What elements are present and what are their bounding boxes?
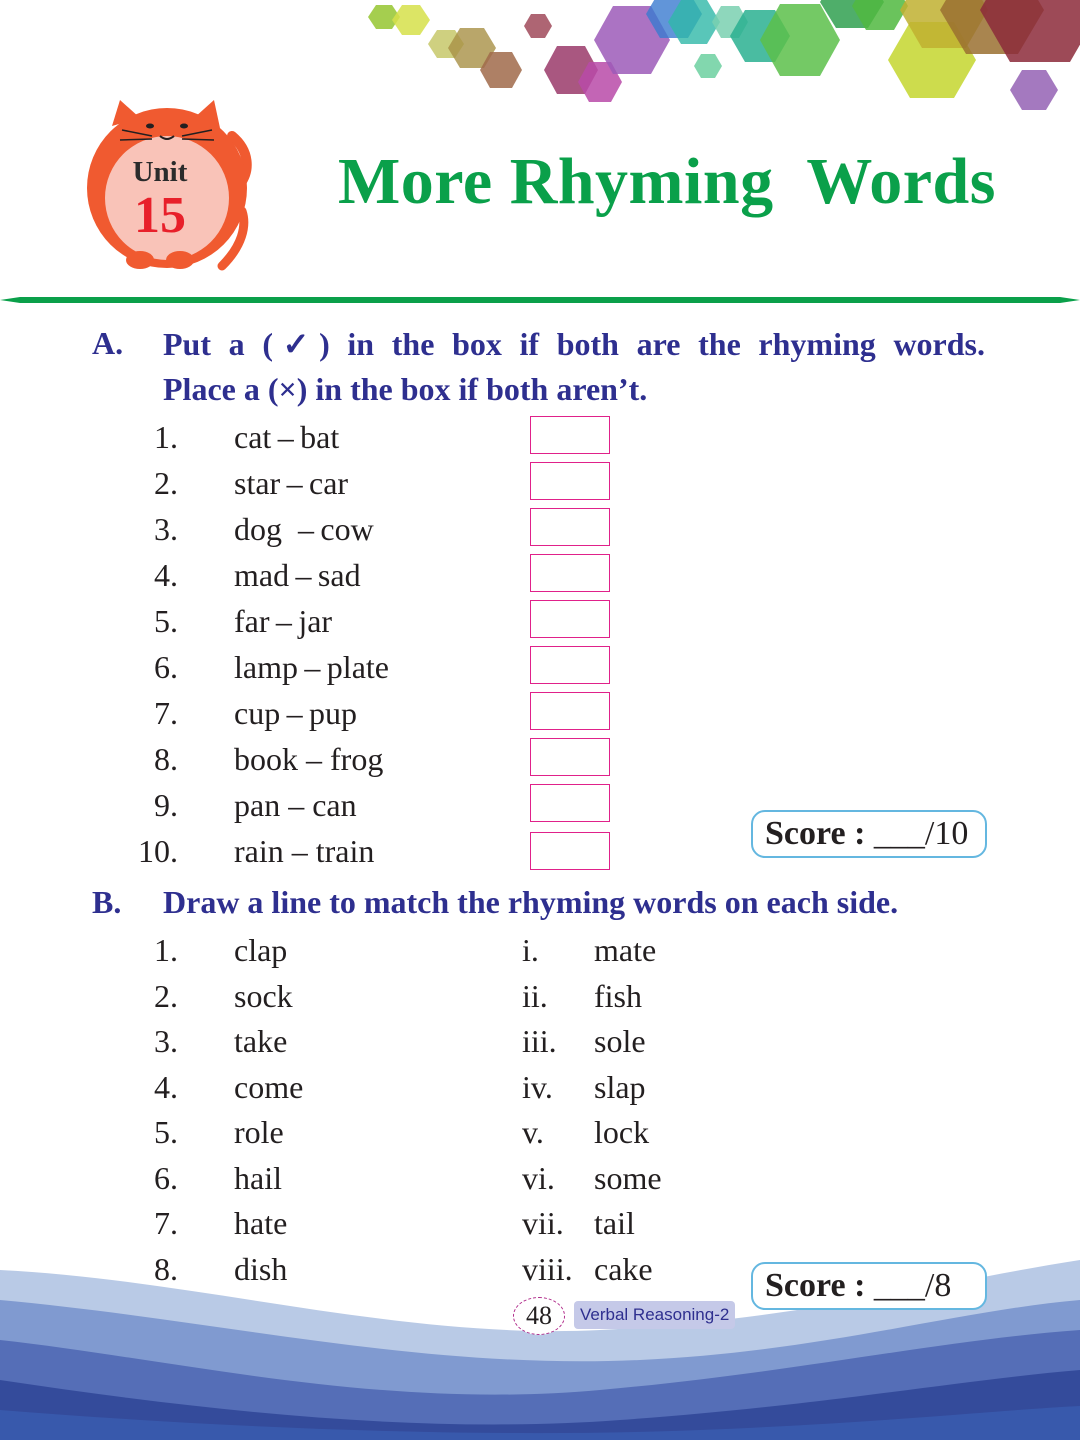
match-word: dish (234, 1251, 288, 1287)
list-item (522, 927, 722, 973)
answer-box-3[interactable] (530, 508, 610, 546)
item-number: 1. (154, 932, 178, 968)
item-numeral: iii. (522, 1023, 557, 1059)
item-numeral: viii. (522, 1251, 573, 1287)
word-pair: cat – bat (234, 419, 340, 455)
match-word: some (594, 1160, 662, 1196)
list-item (118, 736, 418, 782)
section-a-letter: A. (92, 325, 124, 361)
header-divider (0, 296, 1080, 304)
list-item (118, 828, 418, 874)
match-word: fish (594, 978, 642, 1014)
list-item (118, 1200, 368, 1246)
list-item (118, 460, 418, 506)
item-numeral: i. (522, 932, 539, 968)
item-number: 10. (138, 833, 178, 869)
list-item (118, 1155, 368, 1201)
answer-box-8[interactable] (530, 738, 610, 776)
score-value: ___/10 (865, 815, 969, 852)
item-number: 3. (154, 511, 178, 547)
item-number: 8. (154, 741, 178, 777)
list-item (118, 1109, 368, 1155)
list-item (522, 1064, 722, 1110)
list-item (118, 414, 418, 460)
list-item (522, 973, 722, 1019)
item-numeral: vi. (522, 1160, 555, 1196)
answer-box-2[interactable] (530, 462, 610, 500)
item-number: 5. (154, 1114, 178, 1150)
list-item (118, 506, 418, 552)
unit-label: Unit (132, 156, 188, 188)
match-word: tail (594, 1205, 635, 1241)
page-title: More Rhyming Words (338, 145, 996, 218)
section-a-instruction-line2: Place a (×) in the box if both aren’t. (163, 371, 648, 407)
list-item (118, 1064, 368, 1110)
list-item (522, 1155, 722, 1201)
book-title-label: Verbal Reasoning-2 (574, 1301, 735, 1329)
match-word: sock (234, 978, 293, 1014)
item-numeral: ii. (522, 978, 548, 1014)
word-pair: mad – sad (234, 557, 361, 593)
answer-box-6[interactable] (530, 646, 610, 684)
match-word: mate (594, 932, 657, 968)
item-number: 4. (154, 1069, 178, 1105)
match-word: sole (594, 1023, 646, 1059)
answer-box-1[interactable] (530, 416, 610, 454)
answer-box-5[interactable] (530, 600, 610, 638)
list-item (522, 1018, 722, 1064)
section-b-instruction: Draw a line to match the rhyming words on each side. (163, 884, 899, 920)
score-label: Score : (765, 815, 866, 852)
item-numeral: v. (522, 1114, 544, 1150)
match-word: cake (594, 1251, 653, 1287)
list-item (118, 552, 418, 598)
score-value: ___/8 (865, 1267, 952, 1304)
list-item (118, 644, 418, 690)
match-word: hate (234, 1205, 288, 1241)
item-number: 7. (154, 1205, 178, 1241)
word-pair: book – frog (234, 741, 384, 777)
item-number: 2. (154, 978, 178, 1014)
item-numeral: iv. (522, 1069, 553, 1105)
item-numeral: vii. (522, 1205, 564, 1241)
match-word: role (234, 1114, 284, 1150)
item-number: 7. (154, 695, 178, 731)
match-word: hail (234, 1160, 282, 1196)
word-pair: lamp – plate (234, 649, 389, 685)
list-item (118, 973, 368, 1019)
word-pair: cup – pup (234, 695, 358, 731)
page-number: 48 (513, 1297, 565, 1335)
answer-box-9[interactable] (530, 784, 610, 822)
item-number: 5. (154, 603, 178, 639)
word-pair: pan – can (234, 787, 357, 823)
word-pair: star – car (234, 465, 349, 501)
match-word: clap (234, 932, 288, 968)
item-number: 4. (154, 557, 178, 593)
item-number: 3. (154, 1023, 178, 1059)
score-box-b (751, 1262, 987, 1310)
list-item (118, 782, 418, 828)
answer-box-4[interactable] (530, 554, 610, 592)
score-label: Score : (765, 1267, 866, 1304)
list-item (522, 1109, 722, 1155)
match-word: lock (594, 1114, 650, 1150)
answer-box-10[interactable] (530, 832, 610, 870)
section-b-letter: B. (92, 884, 122, 920)
item-number: 6. (154, 1160, 178, 1196)
score-box-a (751, 810, 987, 858)
match-word: come (234, 1069, 304, 1105)
item-number: 9. (154, 787, 178, 823)
word-pair: rain – train (234, 833, 375, 869)
match-word: slap (594, 1069, 646, 1105)
section-a-instruction-line1: Put a (✓) in the box if both are the rhyming words. (163, 326, 985, 362)
list-item (118, 598, 418, 644)
item-number: 8. (154, 1251, 178, 1287)
list-item (118, 1018, 368, 1064)
item-number: 6. (154, 649, 178, 685)
word-pair: dog – cow (234, 511, 374, 547)
match-word: take (234, 1023, 288, 1059)
list-item (118, 690, 418, 736)
list-item (118, 927, 368, 973)
item-number: 1. (154, 419, 178, 455)
item-number: 2. (154, 465, 178, 501)
answer-box-7[interactable] (530, 692, 610, 730)
word-pair: far – jar (234, 603, 333, 639)
list-item (522, 1200, 722, 1246)
unit-number: 15 (134, 187, 186, 244)
